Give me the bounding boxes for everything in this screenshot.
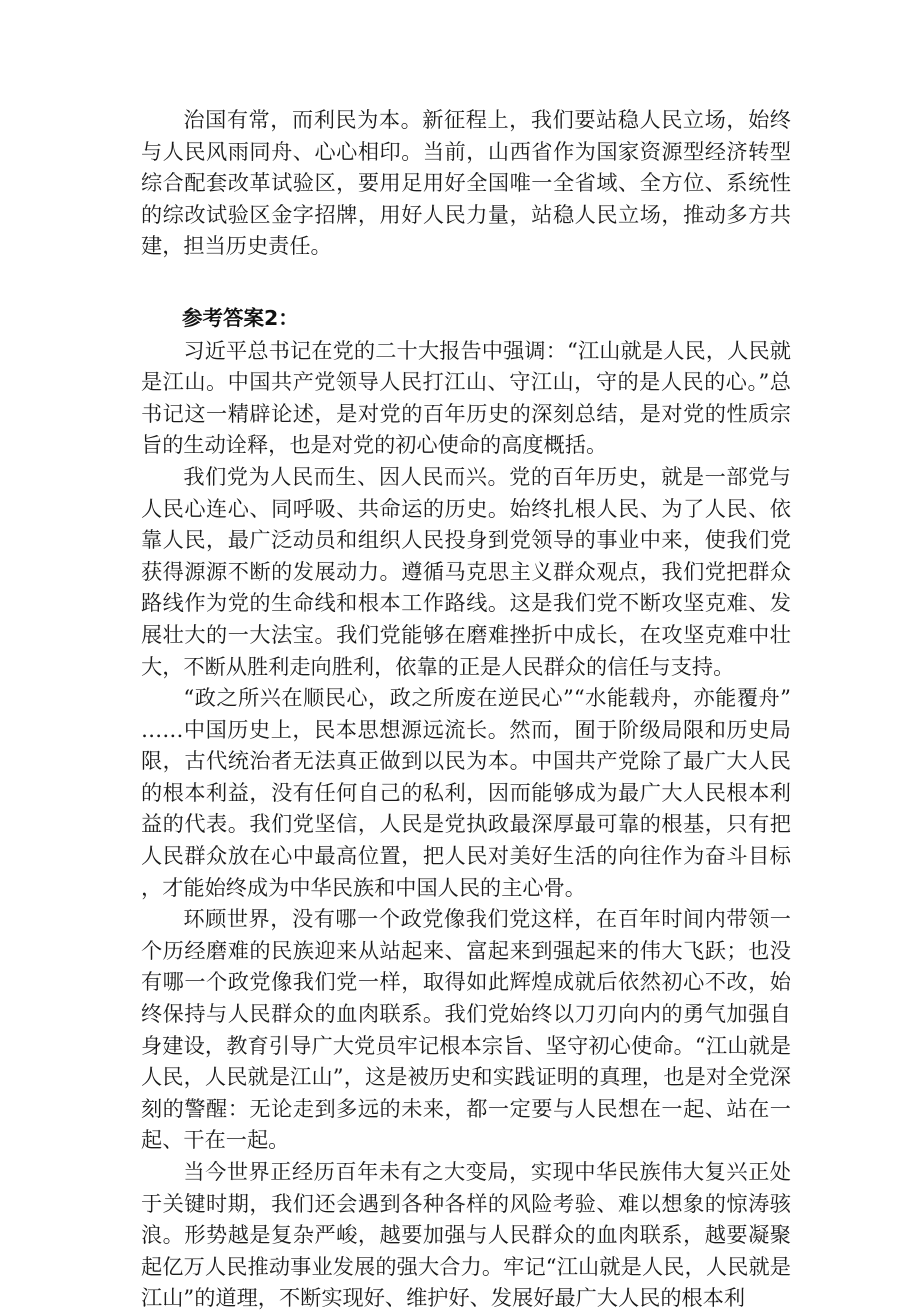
paragraph-1: 习近平总书记在党的二十大报告中强调：“江山就是人民，人民就是江山。中国共产党领导人民打江山、守江山，守的是人民的心。”总书记这一精辟论述，是对党的百年历史的深刻总结，是对党的性质宗旨的生动诠释，也是对党的初心使命的高度概括。 (141, 337, 791, 458)
paragraph-spacer (141, 262, 791, 303)
paragraph-5: 当今世界正经历百年未有之大变局，实现中华民族伟大复兴正处于关键时期，我们还会遇到各种各样的风险考验、难以想象的惊涛骇浪。形势越是复杂严峻，越要加强与人民群众的血肉联系，越要凝聚起亿万人民推动事业发展的强大合力。牢记“江山就是人民，人民就是江山”的道理，不断实现好、维护好、发展好最广大人民的根本利 (141, 1159, 791, 1311)
paragraph-2: 我们党为人民而生、因人民而兴。党的百年历史，就是一部党与人民心连心、同呼吸、共命运的历史。始终扎根人民、为了人民、依靠人民，最广泛动员和组织人民投身到党领导的事业中来，使我们党获得源源不断的发展动力。遵循马克思主义群众观点，我们党把群众路线作为党的生命线和根本工作路线。这是我们党不断攻坚克难、发展壮大的一大法宝。我们党能够在磨难挫折中成长，在攻坚克难中壮大，不断从胜利走向胜利，依靠的正是人民群众的信任与支持。 (141, 463, 791, 679)
paragraph-intro: 治国有常，而利民为本。新征程上，我们要站稳人民立场，始终与人民风雨同舟、心心相印。当前，山西省作为国家资源型经济转型综合配套改革试验区，要用足用好全国唯一全省域、全方位、系统性的综改试验区金字招牌，用好人民力量，站稳人民立场，推动多方共建，担当历史责任。 (141, 107, 791, 259)
paragraph-4: 环顾世界，没有哪一个政党像我们党这样，在百年时间内带领一个历经磨难的民族迎来从站起来、富起来到强起来的伟大飞跃；也没有哪一个政党像我们党一样，取得如此辉煌成就后依然初心不改，始终保持与人民群众的血肉联系。我们党始终以刀刃向内的勇气加强自身建设，教育引导广大党员牢记根本宗旨、坚守初心使命。“江山就是人民，人民就是江山”，这是被历史和实践证明的真理，也是对全党深刻的警醒：无论走到多远的未来，都一定要与人民想在一起、站在一起、干在一起。 (141, 906, 791, 1153)
document-body (141, 104, 791, 1314)
paragraph-3: “政之所兴在顺民心，政之所废在逆民心”“水能载舟，亦能覆舟”……中国历史上，民本思想源远流长。然而，囿于阶级局限和历史局限，古代统治者无法真正做到以民为本。中国共产党除了最广大人民的根本利益，没有任何自己的私利，因而能够成为最广大人民根本利益的代表。我们党坚信，人民是党执政最深厚最可靠的根基，只有把人民群众放在心中最高位置，把人民对美好生活的向往作为奋斗目标，才能始终成为中华民族和中国人民的主心骨。 (141, 685, 791, 900)
section-heading: 参考答案2： (182, 305, 299, 330)
